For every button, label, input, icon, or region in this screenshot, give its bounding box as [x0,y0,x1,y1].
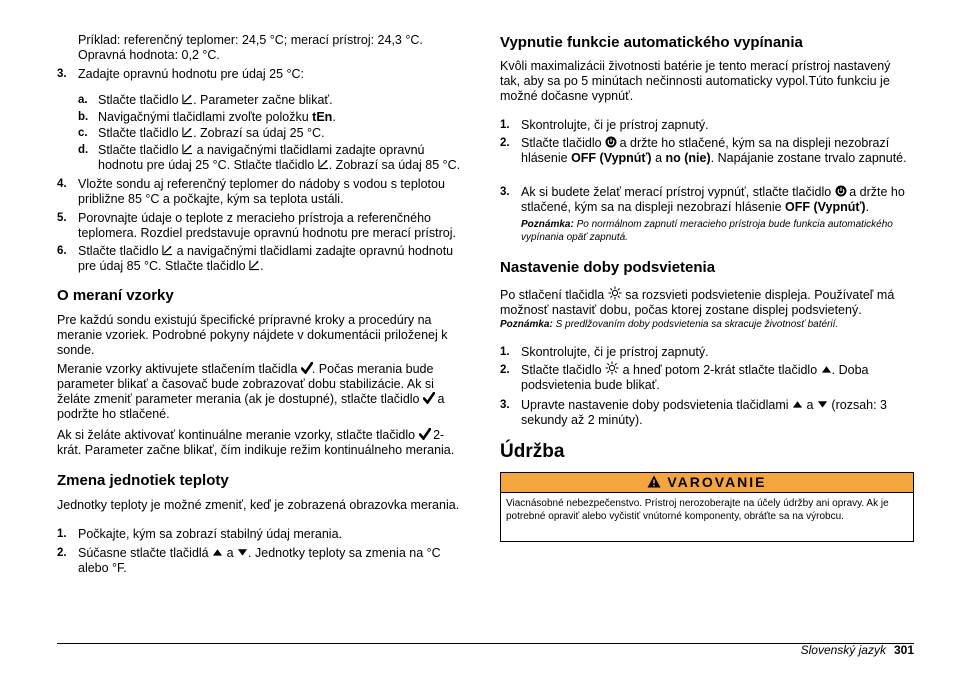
substep-c [57,126,467,141]
step-text: Upravte nastavenie doby podsvietenia tlačidlami [521,398,789,412]
step-text: Ak si budete želať merací prístroj vypnúť, stlačte tlačidlo [521,185,832,199]
footer-language: Slovenský jazyk [800,643,886,657]
step-text: Skontrolujte, či je prístroj zapnutý. [521,345,709,359]
arrow-up-icon [212,546,223,558]
check-icon [301,362,312,374]
auto-step-1 [500,118,914,133]
warning-box [500,472,914,542]
step-number: 1. [500,346,510,358]
calibrate-icon [182,93,193,105]
step-text: a [226,546,234,560]
arrow-down-icon [237,546,248,558]
step-text: . Jednotky teploty sa zmenia na °C alebo °F. [78,546,441,575]
paragraph-text: Po stlačení tlačidla [500,288,605,302]
units-paragraph: Jednotky teploty je možné zmeniť, keď je zobrazená obrazovka merania. [57,498,460,512]
units-step-2 [57,546,458,576]
paragraph-text: Meranie vzorky aktivujete stlačením tlačidla [57,362,298,376]
note-auto-off [521,218,901,244]
step-text: a navigačnými tlačidlami zadajte opravnú hodnotu pre údaj 85 °C. Stlačte tlačidlo [78,244,454,273]
step-text: Stlačte tlačidlo [521,363,602,377]
heading-measurement: O meraní vzorky [57,287,174,304]
step-number: 3. [500,399,510,411]
step-number: 1. [57,528,67,540]
page-footer [801,643,914,657]
calibrate-icon [162,244,173,256]
step-text: a hneď potom 2-krát stlačte tlačidlo [622,363,818,377]
substep-letter: c. [78,127,88,139]
off-label: OFF (Vypnúť) [571,151,652,165]
substep-a [57,93,467,108]
step-text: a [655,151,663,165]
measure-paragraph-2 [57,362,462,422]
no-label: no (nie) [665,151,711,165]
calibrate-icon [318,158,329,170]
step-number: 4. [57,178,67,190]
backlight-step-2 [500,363,901,393]
ten-label: tEn [312,110,333,124]
arrow-up-icon [821,363,832,375]
step-number: 3. [500,186,510,198]
step-text: . [260,259,264,273]
calibrate-icon [249,259,260,271]
arrow-down-icon [817,398,828,410]
heading-temperature-units: Zmena jednotiek teploty [57,472,229,489]
step-number: 3. [57,68,67,80]
step-text: Súčasne stlačte tlačidlá [78,546,209,560]
calibrate-icon [182,143,193,155]
step-text: Stlačte tlačidlo [78,244,159,258]
step-number: 6. [57,245,67,257]
substep-letter: a. [78,94,88,106]
step-number: 2. [57,547,67,559]
step-text: (rozsah: 3 sekundy až 2 minúty). [521,398,888,427]
note-label: Poznámka: [500,319,553,330]
step-number: 5. [57,212,67,224]
note-label: Poznámka: [521,219,574,230]
backlight-step-3 [500,398,901,428]
paragraph-text: Ak si želáte aktivovať kontinuálne meranie vzorky, stlačte tlačidlo [57,428,416,442]
substep-text: . Parameter začne blikať. [193,93,333,107]
step-5 [57,211,467,241]
backlight-icon [608,288,622,300]
paragraph-text: 2-krát. Parameter začne blikať, čím indikuje režim kontinuálneho merania. [57,428,455,457]
note-text: Po normálnom zapnutí meracieho prístroja bude funkcia automatického vypínania opäť zapnutá. [521,219,893,243]
substep-text: . [332,110,336,124]
note-backlight [500,318,910,331]
paragraph-text: sa rozsvieti podsvietenie displeja. Používateľ má možnosť nastaviť dobu, počas ktorej zostane displej podsvietený. [500,288,895,317]
backlight-step-1 [500,345,914,360]
substep-text: a navigačnými tlačidlami zadajte opravnú hodnotu pre údaj 25 °C. Stlačte tlačidlo [98,143,425,172]
heading-maintenance: Údržba [500,441,565,462]
paragraph-text: . Počas merania bude parameter blikať a časovač bude zobrazovať dobu stabilizácie. Ak si želáte zmeniť parameter merania (ak je dostupné), stlačte tlačidlo [57,362,434,406]
substep-letter: d. [78,144,89,156]
units-step-1 [57,527,467,542]
step-text: a držte ho stlačené, kým sa na displeji nezobrazí hlásenie [521,185,905,214]
warning-title: VAROVANIE [667,474,767,490]
heading-auto-off: Vypnutie funkcie automatického vypínania [500,34,803,51]
step-text: Stlačte tlačidlo [521,136,602,150]
arrow-up-icon [792,398,803,410]
substep-letter: b. [78,111,89,123]
substep-d [57,143,468,173]
step-number: 1. [500,119,510,131]
step-text: Skontrolujte, či je prístroj zapnutý. [521,118,709,132]
substep-text: Stlačte tlačidlo [98,93,179,107]
step-number: 2. [500,137,510,149]
auto-step-2 [500,136,914,166]
power-icon [835,185,846,197]
off-label: OFF (Vypnúť) [785,200,866,214]
check-icon [419,428,430,440]
substep-text: Stlačte tlačidlo [98,126,179,140]
step-4 [57,177,467,207]
step-text: a držte ho stlačené, kým sa na displeji nezobrazí hlásenie [521,136,890,165]
footer-divider [57,643,914,644]
check-icon [423,392,434,404]
backlight-icon [605,363,619,375]
measure-paragraph-1: Pre každú sondu existujú špecifické prípravné kroky a procedúry na meranie vzoriek. Podrobné pokyny nájdete v dokumentácii priloženej k sonde. [57,313,448,357]
backlight-paragraph [500,288,910,318]
step-text: Porovnajte údaje o teplote z meracieho prístroja a referenčného teplomera. Rozdiel predstavuje opravnú hodnotu pre merací prístroj. [78,211,456,240]
step-text: . Doba podsvietenia bude blikať. [521,363,869,392]
step-text: a [806,398,814,412]
step-text: . [865,200,870,214]
power-icon [605,136,616,148]
note-text: S predlžovaním doby podsvietenia sa skracuje životnosť batérií. [555,319,839,330]
step-3 [57,67,467,82]
auto-off-paragraph: Kvôli maximalizácii životnosti batérie je tento merací prístroj nastavený tak, aby sa po 5 minútach nečinnosti automaticky vypol.Túto funkciu je možné dočasne vypnúť. [500,59,891,103]
step-text: . Napájanie zostane trvalo zapnuté. [710,151,907,165]
calibrate-icon [182,126,193,138]
substep-text: Navigačnými tlačidlami zvoľte položku [98,110,309,124]
paragraph-text: a podržte ho stlačené. [57,392,445,421]
step-6 [57,244,467,274]
substep-b [57,110,467,125]
step-text: Vložte sondu aj referenčný teplomer do nádoby s vodou s teplotou približne 85 °C a počkajte, kým sa teplota ustáli. [78,177,445,206]
substep-text: . Zobrazí sa údaj 25 °C. [193,126,325,140]
substep-text: . Zobrazí sa údaj 85 °C. [328,158,461,172]
substep-text: Stlačte tlačidlo [98,143,179,157]
warning-triangle-icon [647,475,661,488]
step-text: Zadajte opravnú hodnotu pre údaj 25 °C: [78,67,304,81]
heading-backlight: Nastavenie doby podsvietenia [500,259,716,276]
step-text: Počkajte, kým sa zobrazí stabilný údaj merania. [78,527,343,541]
auto-step-3 [500,185,914,215]
warning-text: Viacnásobné nebezpečenstvo. Prístroj nerozoberajte na účely údržby ani opravy. Ak je potrebné opraviť alebo vyčistiť vnútorné komponenty, obráťte sa na výrobcu. [506,498,889,522]
step-number: 2. [500,364,510,376]
example-text: Príklad: referenčný teplomer: 24,5 °C; merací prístroj: 24,3 °C. Opravná hodnota: 0,2 °C. [78,33,423,62]
page-number: 301 [893,643,914,657]
warning-header [501,473,913,493]
measure-paragraph-3 [57,428,467,458]
